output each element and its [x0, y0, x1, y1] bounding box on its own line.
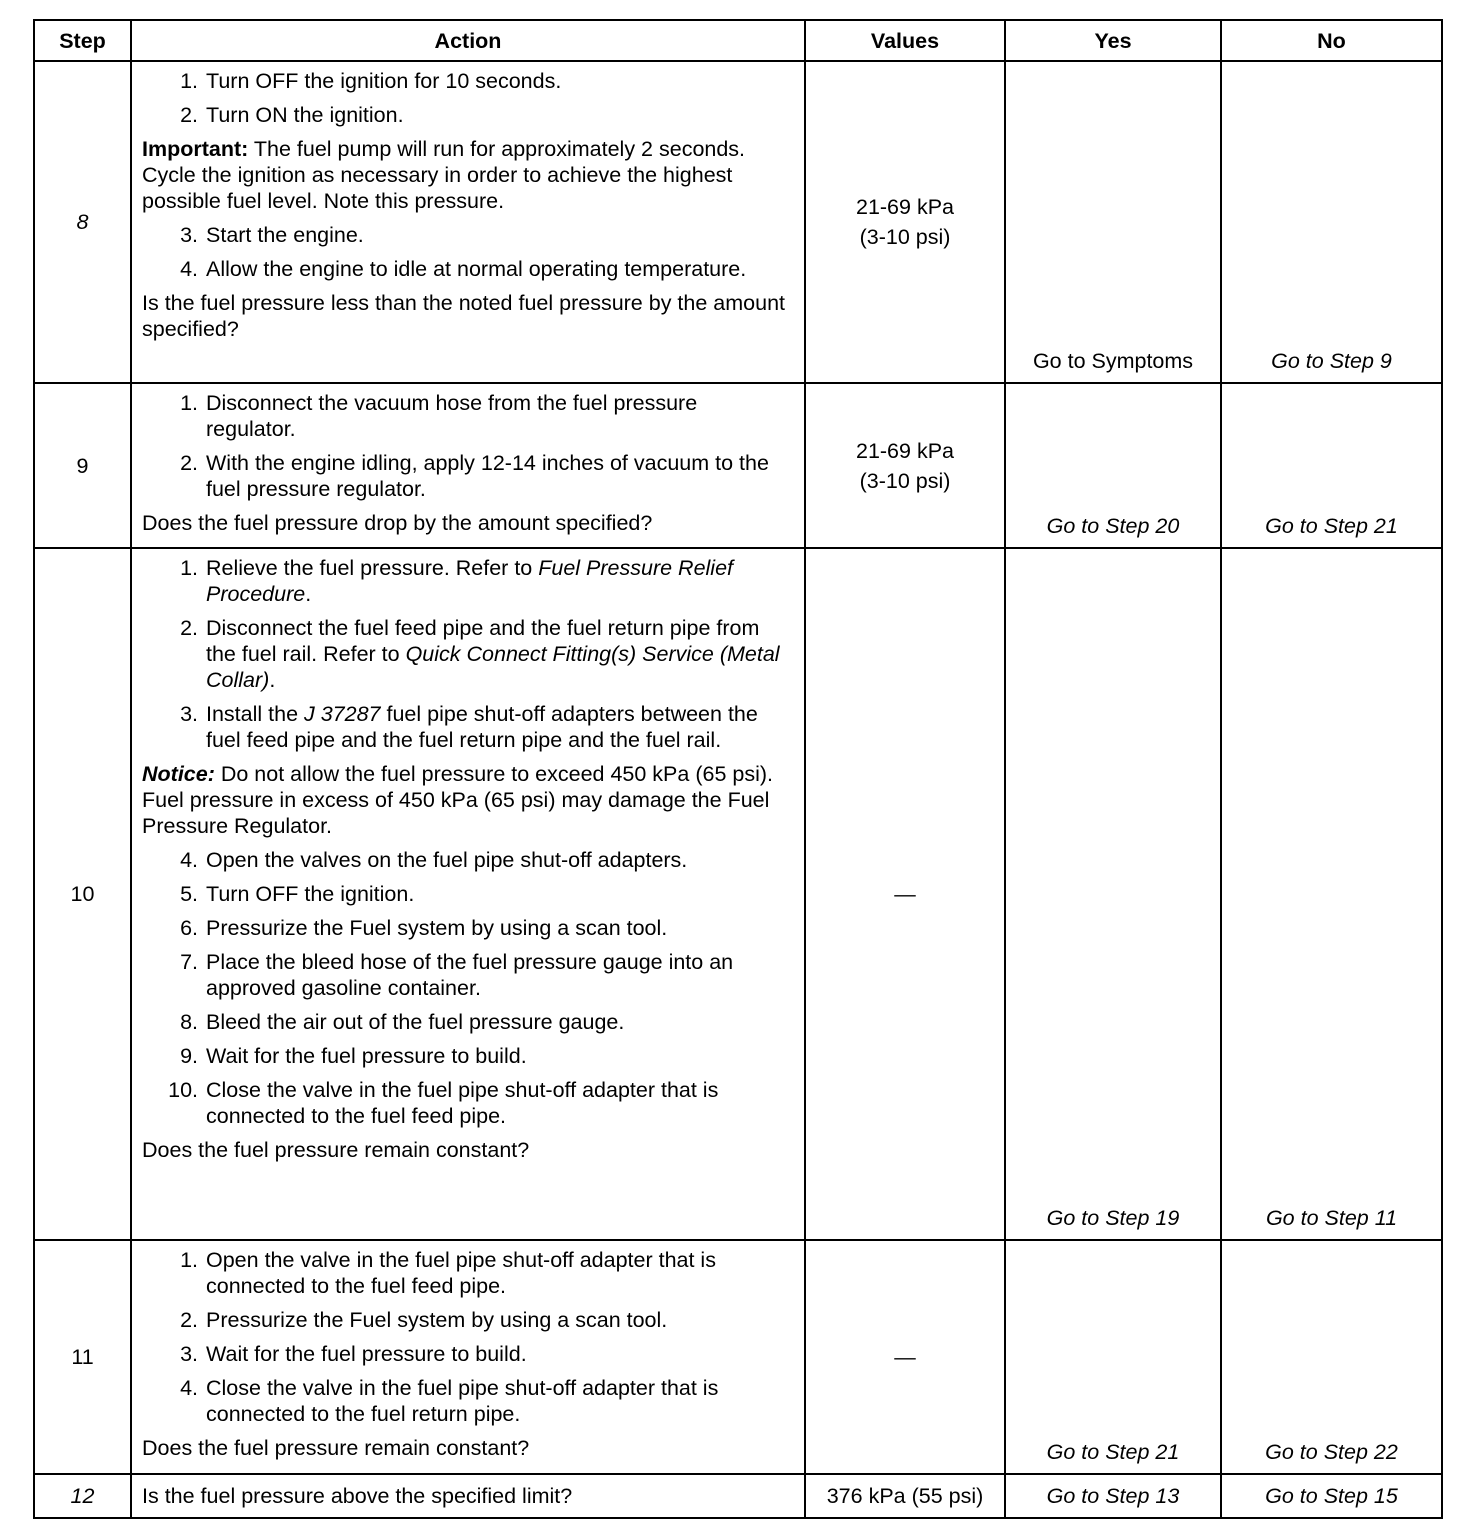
step-number: 10 — [34, 548, 131, 1240]
list-item: 4. Close the valve in the fuel pipe shut-off adapter that is connected to the fuel return pipe. — [180, 1376, 719, 1426]
step-action — [131, 383, 805, 548]
step-values: — — [805, 548, 1005, 1240]
yes-link[interactable]: Go to Step 13 — [1005, 1474, 1221, 1518]
list-item: 2. Turn ON the ignition. — [180, 103, 404, 127]
step-action — [131, 61, 805, 383]
list-item: 9. Wait for the fuel pressure to build. — [180, 1044, 527, 1068]
step-number: 11 — [34, 1240, 131, 1474]
procedure-reference[interactable]: Quick Connect Fitting(s) Service (Metal Collar) — [206, 642, 780, 692]
list-item: 3. Wait for the fuel pressure to build. — [180, 1342, 527, 1366]
step-question: Does the fuel pressure remain constant? — [142, 1138, 530, 1162]
header-values: Values — [805, 20, 1005, 61]
list-item: 4. Open the valves on the fuel pipe shut-off adapters. — [180, 848, 688, 872]
step-number: 9 — [34, 383, 131, 548]
list-item: 5. Turn OFF the ignition. — [180, 882, 415, 906]
step-question: Does the fuel pressure remain constant? — [142, 1436, 530, 1460]
tool-reference: J 37287 — [304, 702, 381, 726]
list-item: 10. Close the valve in the fuel pipe shut-off adapter that is connected to the fuel feed pipe. — [168, 1078, 719, 1128]
header-action: Action — [131, 20, 805, 61]
header-yes: Yes — [1005, 20, 1221, 61]
step-number: 8 — [34, 61, 131, 383]
list-item: 4. Allow the engine to idle at normal operating temperature. — [180, 257, 747, 281]
step-action — [131, 548, 805, 1240]
no-link[interactable]: Go to Step 15 — [1221, 1474, 1442, 1518]
step-values: 376 kPa (55 psi) — [805, 1474, 1005, 1518]
step-number: 12 — [34, 1474, 131, 1518]
important-note: Important: The fuel pump will run for approximately 2 seconds. Cycle the ignition as necessary in order to achieve the highest possible fuel level. Note this pressure. — [142, 137, 746, 213]
step-11-row — [34, 1240, 1442, 1474]
list-item: 3. Install the J 37287 fuel pipe shut-off adapters between the fuel feed pipe and the fuel return pipe and the fuel rail. — [180, 702, 758, 752]
notice-label: Notice: — [142, 762, 215, 786]
no-link[interactable]: Go to Step 9 — [1221, 61, 1442, 383]
list-item: 8. Bleed the air out of the fuel pressure gauge. — [180, 1010, 625, 1034]
yes-link[interactable]: Go to Step 21 — [1005, 1240, 1221, 1474]
no-link[interactable]: Go to Step 22 — [1221, 1240, 1442, 1474]
step-8-row — [34, 61, 1442, 383]
step-10-row — [34, 548, 1442, 1240]
yes-link[interactable]: Go to Step 20 — [1005, 383, 1221, 548]
step-9-row — [34, 383, 1442, 548]
diagnostic-table — [33, 19, 1443, 1519]
list-item: 1. Open the valve in the fuel pipe shut-off adapter that is connected to the fuel feed pipe. — [180, 1248, 716, 1298]
header-no: No — [1221, 20, 1442, 61]
step-values: 21-69 kPa (3-10 psi) — [805, 383, 1005, 548]
step-action — [131, 1240, 805, 1474]
step-question: Is the fuel pressure less than the noted fuel pressure by the amount specified? — [142, 291, 785, 341]
step-question: Is the fuel pressure above the specified limit? — [131, 1474, 805, 1518]
procedure-reference[interactable]: Fuel Pressure Relief Procedure — [206, 556, 734, 606]
list-item: 1. Relieve the fuel pressure. Refer to Fuel Pressure Relief Procedure. — [180, 556, 734, 606]
step-values: — — [805, 1240, 1005, 1474]
list-item: 2. With the engine idling, apply 12-14 inches of vacuum to the fuel pressure regulator. — [180, 451, 769, 501]
step-values: 21-69 kPa (3-10 psi) — [805, 61, 1005, 383]
list-item: 1. Turn OFF the ignition for 10 seconds. — [180, 69, 562, 93]
no-link[interactable]: Go to Step 11 — [1221, 548, 1442, 1240]
no-link[interactable]: Go to Step 21 — [1221, 383, 1442, 548]
list-item: 2. Pressurize the Fuel system by using a scan tool. — [180, 1308, 668, 1332]
list-item: 1. Disconnect the vacuum hose from the fuel pressure regulator. — [180, 391, 698, 441]
step-12-row — [34, 1474, 1442, 1518]
header-step: Step — [34, 20, 131, 61]
step-question: Does the fuel pressure drop by the amount specified? — [142, 511, 653, 535]
header-row — [34, 20, 1442, 61]
list-item: 2. Disconnect the fuel feed pipe and the fuel return pipe from the fuel rail. Refer to Quick Connect Fitting(s) Service (Metal Collar). — [180, 616, 780, 692]
yes-link[interactable]: Go to Symptoms — [1005, 61, 1221, 383]
important-label: Important: — [142, 137, 249, 161]
list-item: 3. Start the engine. — [180, 223, 364, 247]
yes-link[interactable]: Go to Step 19 — [1005, 548, 1221, 1240]
list-item: 6. Pressurize the Fuel system by using a scan tool. — [180, 916, 668, 940]
list-item: 7. Place the bleed hose of the fuel pressure gauge into an approved gasoline container. — [180, 950, 734, 1000]
notice-note: Notice: Do not allow the fuel pressure to exceed 450 kPa (65 psi). Fuel pressure in excess of 450 kPa (65 psi) may damage the Fuel Pressure Regulator. — [142, 762, 773, 838]
